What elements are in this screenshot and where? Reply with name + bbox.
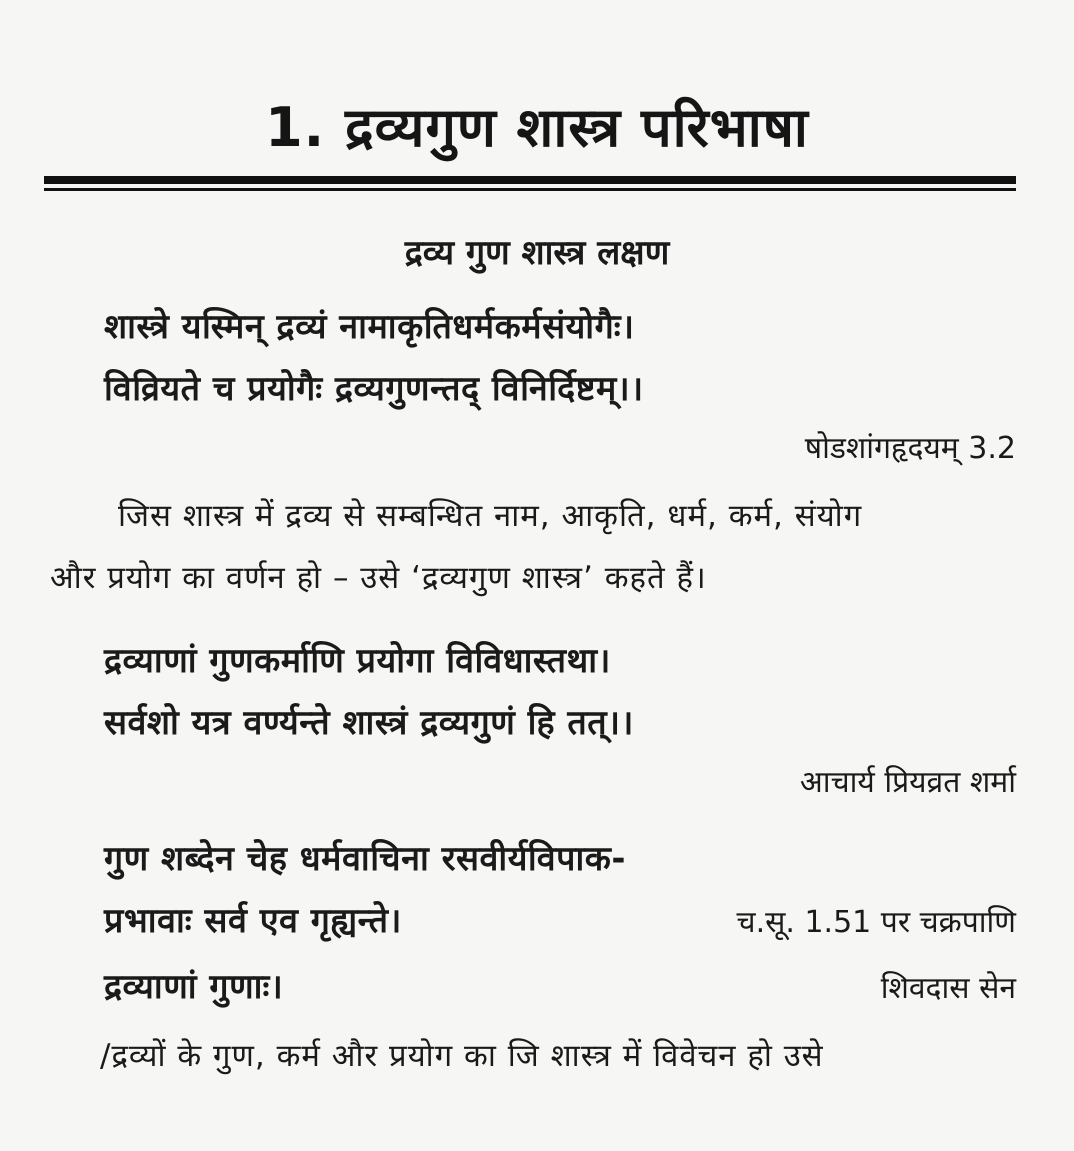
verse3-row — [104, 896, 1016, 942]
title-rule-thin — [44, 188, 1016, 191]
verse1-line1: शास्त्रे यस्मिन् द्रव्यं नामाकृतिधर्मकर्मसंयोगैः। — [104, 307, 635, 347]
verse3-line1: गुण शब्देन चेह धर्मवाचिना रसवीर्यविपाक- — [104, 839, 626, 879]
chapter-title: 1. द्रव्यगुण शास्त्र परिभाषा — [265, 96, 809, 159]
verse2-line1: द्रव्याणां गुणकर्माणि प्रयोगा विविधास्तथा। — [104, 641, 611, 681]
explanation1-line1: जिस शास्त्र में द्रव्य से सम्बन्धित नाम, आकृति, धर्म, कर्म, संयोग — [118, 498, 863, 534]
verse2-line2: सर्वशो यत्र वर्ण्यन्ते शास्त्रं द्रव्यगुणं हि तत्।। — [104, 703, 634, 743]
explanation2-line1: /द्रव्यों के गुण, कर्म और प्रयोग का जि शास्त्र में विवेचन हो उसे — [100, 1038, 824, 1074]
verse2-source: आचार्य प्रियव्रत शर्मा — [799, 765, 1016, 800]
verse4-source: शिवदास सेन — [880, 971, 1016, 1006]
verse1-line2: विव्रियते च प्रयोगैः द्रव्यगुणन्तद् विनिर्दिष्टम्।। — [104, 369, 644, 409]
explanation1-line2: और प्रयोग का वर्णन हो – उसे ‘द्रव्यगुण शास्त्र’ कहते हैं। — [50, 560, 707, 596]
verse1-source: षोडशांगहृदयम् 3.2 — [804, 431, 1016, 466]
verse4-line1: द्रव्याणां गुणाः। — [104, 967, 284, 1007]
verse3-line2: प्रभावाः सर्व एव गृह्यन्ते। — [104, 901, 402, 941]
title-rule-thick — [44, 176, 1016, 184]
section-heading: द्रव्य गुण शास्त्र लक्षण — [404, 233, 670, 273]
verse4-row — [104, 962, 1016, 1008]
verse3-source: च.सू. 1.51 पर चक्रपाणि — [736, 905, 1016, 940]
